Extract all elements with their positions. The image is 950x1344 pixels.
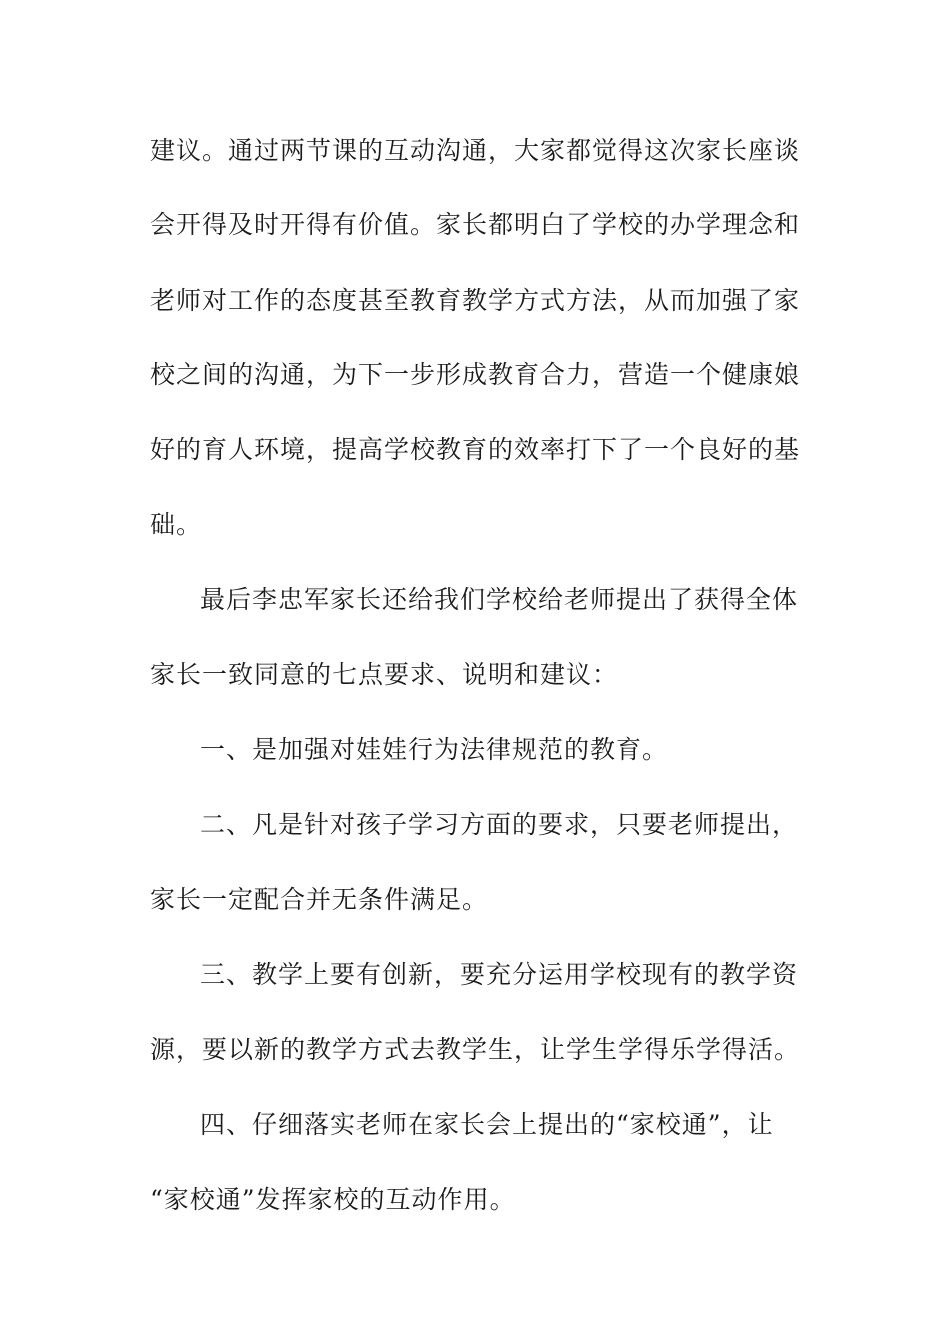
list-item-line: 三、教学上要有创新，要充分运用学校现有的教学资 (200, 960, 799, 989)
paragraph-line: 建议。通过两节课的互动沟通，大家都觉得这次家长座谈 (150, 136, 801, 165)
list-item-line: 四、仔细落实老师在家长会上提出的“家校通”，让 (200, 1110, 774, 1139)
paragraph-line: 础。 (150, 510, 203, 539)
paragraph-line: 最后李忠军家长还给我们学校给老师提出了获得全体 (200, 585, 799, 614)
paragraph-line: 会开得及时开得有价值。家长都明白了学校的办学理念和 (150, 210, 801, 239)
list-item-line: 家长一定配合并无条件满足。 (150, 885, 489, 914)
list-item-line: 一、是加强对娃娃行为法律规范的教育。 (200, 735, 669, 764)
list-item-line: 二、凡是针对孩子学习方面的要求，只要老师提出， (200, 810, 799, 839)
list-item-line: “家校通”发挥家校的互动作用。 (150, 1185, 516, 1214)
paragraph-line: 老师对工作的态度甚至教育教学方式方法，从而加强了家 (150, 286, 801, 315)
list-item-line: 源，要以新的教学方式去教学生，让学生学得乐学得活。 (150, 1035, 801, 1064)
paragraph-line: 校之间的沟通，为下一步形成教育合力，营造一个健康娘 (150, 360, 801, 389)
paragraph-line: 家长一致同意的七点要求、说明和建议： (150, 660, 619, 689)
paragraph-line: 好的育人环境，提高学校教育的效率打下了一个良好的基 (150, 435, 801, 464)
